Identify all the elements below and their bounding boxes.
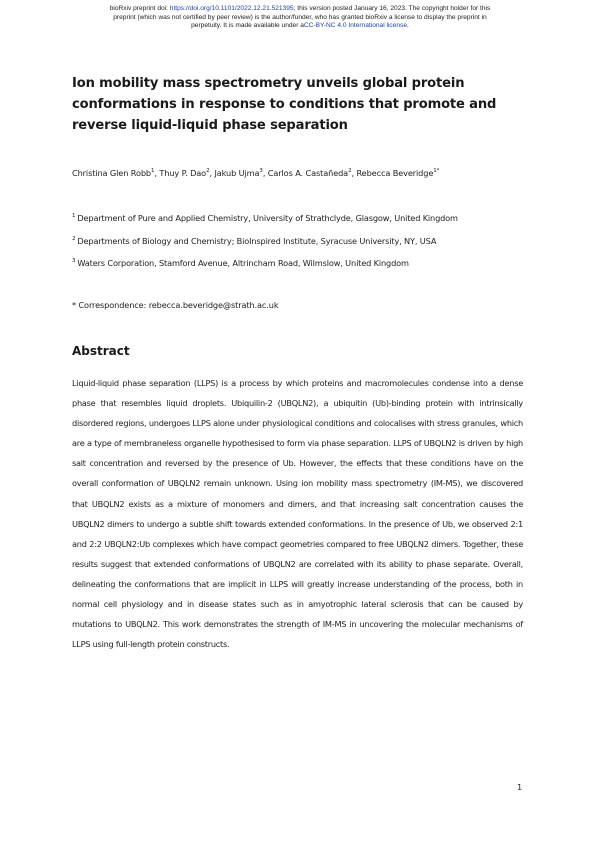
notice-suffix: ; this version posted January 16, 2023. The copyright holder for this xyxy=(293,5,491,12)
author-list xyxy=(72,165,542,179)
affiliation-number: 2 xyxy=(72,236,76,242)
author xyxy=(214,168,267,178)
correspondence: * Correspondence: rebecca.beveridge@strath.ac.uk xyxy=(72,300,279,310)
affiliation-text: Departments of Biology and Chemistry; BioInspired Institute, Syracuse University, NY, USA xyxy=(77,236,437,246)
author-separator: , xyxy=(262,168,268,178)
author-name: Thuy P. Dao xyxy=(159,168,207,178)
paper-title: Ion mobility mass spectrometry unveils global protein conformations in response to conditions that promote and reverse liquid-liquid phase separation xyxy=(72,76,497,133)
abstract-heading: Abstract xyxy=(72,344,130,358)
affiliation-text: Waters Corporation, Stamford Avenue, Altrincham Road, Wilmslow, United Kingdom xyxy=(77,258,409,268)
preprint-notice-line-3 xyxy=(40,22,560,31)
author-affiliation-mark: 1* xyxy=(433,168,440,174)
affiliation-number: 1 xyxy=(72,213,76,219)
affiliation-text: Department of Pure and Applied Chemistry, University of Strathclyde, Glasgow, United Kingdom xyxy=(77,213,458,223)
abstract-body: Liquid-liquid phase separation (LLPS) is a process by which proteins and macromolecules condense into a dense phase that resembles liquid droplets. Ubiquilin-2 (UBQLN2), a ubiquitin (Ub)-binding protein with intrinsically disordered regions, undergoes LLPS alone under physiological conditions and colocalises with stress granules, which are a type of membraneless organelle hypothesised to form via phase separation. LLPS of UBQLN2 is driven by high salt concentration and reversed by the presence of Ub. However, the effects that these conditions have on the overall conformation of UBQLN2 remain unknown. Using ion mobility mass spectrometry (IM-MS), we discovered that UBQLN2 exists as a mixture of monomers and dimers, and that increasing salt concentration causes the UBQLN2 dimers to undergo a subtle shift towards extended conformations. In the presence of Ub, we observed 2:1 and 2:2 UBQLN2:Ub complexes which have compact geometries compared to free UBQLN2 dimers. Together, these results suggest that extended conformations of UBQLN2 are correlated with its ability to phase separate. Overall, delineating the conformations that are implicit in LLPS will greatly increase understanding of the process, both in normal cell physiology and in disease states such as in amyotrophic lateral sclerosis that can be caused by mutations to UBQLN2. This work demonstrates the strength of IM-MS in uncovering the molecular mechanisms of LLPS using full-length protein constructs. xyxy=(72,378,523,650)
author-affiliation-mark: 2 xyxy=(348,168,352,174)
author-affiliation-mark: 1 xyxy=(151,168,155,174)
author-separator: , xyxy=(209,168,215,178)
affiliation-number: 3 xyxy=(72,258,76,264)
author-name: Christina Glen Robb xyxy=(72,168,151,178)
author-separator: , xyxy=(154,168,160,178)
preprint-notice-line-1 xyxy=(40,5,560,14)
preprint-notice-line-2: preprint (which was not certified by peer review) is the author/funder, who has granted bioRxiv a license to display the preprint in xyxy=(113,13,487,21)
author-separator: , xyxy=(351,168,357,178)
author xyxy=(72,168,159,178)
affiliation-3 xyxy=(72,255,542,269)
author-name: Rebecca Beveridge xyxy=(356,168,434,178)
author xyxy=(356,168,439,178)
author-affiliation-mark: 2 xyxy=(206,168,210,174)
preprint-notice xyxy=(40,5,560,31)
page-number: 1 xyxy=(517,782,523,792)
author-name: Carlos A. Castañeda xyxy=(267,168,349,178)
doi-link[interactable]: https://doi.org/10.1101/2022.12.21.521395 xyxy=(169,5,294,12)
author xyxy=(159,168,214,178)
affiliation-1 xyxy=(72,210,542,224)
license-link[interactable]: CC-BY-NC 4.0 International license xyxy=(303,22,408,30)
notice-prefix: bioRxiv preprint doi: xyxy=(109,5,170,12)
author xyxy=(268,168,357,178)
author-affiliation-mark: 3 xyxy=(259,168,263,174)
affiliation-2 xyxy=(72,233,542,247)
author-name: Jakub Ujma xyxy=(214,168,260,178)
notice-license-suffix: . xyxy=(407,22,409,30)
notice-license-prefix: perpetuity. It is made available under a xyxy=(191,22,304,30)
